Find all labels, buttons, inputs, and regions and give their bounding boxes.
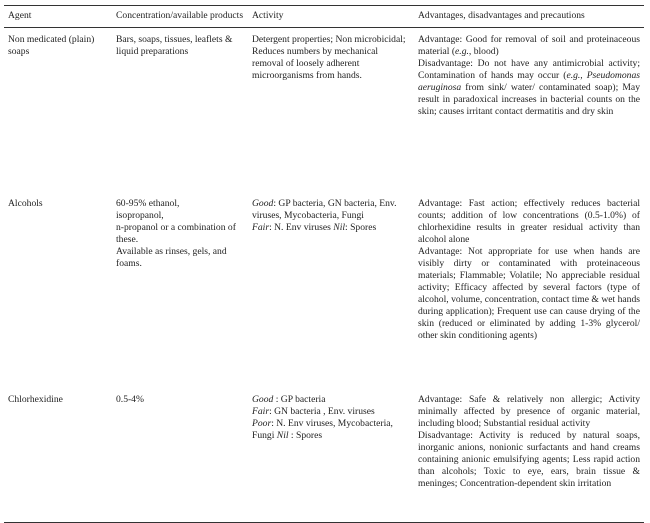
activity-text: : N. Env viruses xyxy=(269,222,334,233)
concentration-cell xyxy=(112,28,248,193)
disadvantage-tail: from sink/ water/ contaminated soap); May result in paradoxical increases in bacterial counts on the skin; causes irritant contact dermatitis and dry skin xyxy=(418,82,640,117)
advantage-line xyxy=(418,198,640,246)
advantages-cell xyxy=(414,192,644,388)
disadvantage-line xyxy=(418,430,640,490)
activity-emphasis: Fair xyxy=(252,406,270,417)
activity-line xyxy=(252,406,410,418)
activity-line xyxy=(252,418,410,442)
advantage-line xyxy=(418,34,640,58)
disadvantage-text: Disadvantage: Activity is reduced by natural soaps, inorganic anions, nonionic surfactants and hand creams containing anionic emulsifying agents; Less rapid action than alcohols; Toxic to eye, ears, brain tissue & meninges; Concentration-dependent skin irritation xyxy=(418,430,640,489)
table-header-row xyxy=(4,6,644,28)
activity-text: : GN bacteria , Env. viruses xyxy=(269,406,375,417)
activity-text: : GP bacteria xyxy=(273,394,326,405)
activity-emphasis: Nil xyxy=(276,430,289,441)
activity-emphasis: Good xyxy=(252,198,274,209)
advantages-cell xyxy=(414,28,644,193)
activity-text: : Spores xyxy=(345,222,377,233)
activity-text: : N. Env viruses, Mycobacteria, Fungi xyxy=(252,418,393,441)
concentration-cell xyxy=(112,388,248,523)
activity-line xyxy=(252,222,410,234)
advantage-text: Advantage: Fast action; effectively reduces bacterial counts; addition of low concentrations (0.5-1.0%) of chlorhexidine results in greater residual activity than alcohol alone xyxy=(418,198,640,245)
concentration-line: liquid preparations xyxy=(116,46,189,57)
header-concentration: Concentration/available products xyxy=(112,6,248,28)
table-row xyxy=(4,192,644,388)
activity-cell xyxy=(248,28,414,193)
disadvantage-text: Advantage: Not appropriate for use when hands are visibly dirty or contaminated with proteinaceous materials; Flammable; Volatile; No appreciable residual activity; Efficacy affected by several factors (type of alcohol, volume, concentration, contact time & wet hands during application); Frequent use can cause drying of the skin (reduced or eliminated by adding 1-3% glycerol/ other skin conditioning agents) xyxy=(418,246,640,341)
activity-text: Detergent properties; Non microbicidal; Reduces numbers by mechanical removal of loosely adherent microorganisms from hands. xyxy=(252,34,406,81)
header-agent: Agent xyxy=(4,6,112,28)
disadvantage-line xyxy=(418,58,640,118)
table-row xyxy=(4,388,644,523)
concentration-line: 60-95% ethanol, xyxy=(116,198,180,209)
concentration-line: isopropanol, xyxy=(116,210,164,221)
advantage-emphasis: e.g. xyxy=(455,46,469,57)
activity-cell xyxy=(248,192,414,388)
activity-text: : Spores xyxy=(288,430,323,441)
activity-emphasis: Good xyxy=(252,394,274,405)
activity-emphasis: Nil xyxy=(333,222,346,233)
activity-line xyxy=(252,198,410,222)
activity-text: : GP bacteria, GN bacteria, Env. viruses, Mycobacteria, Fungi xyxy=(252,198,397,221)
advantage-tail: , blood) xyxy=(468,46,499,57)
activity-cell xyxy=(248,388,414,523)
activity-emphasis: Poor xyxy=(252,418,272,429)
advantage-text: Advantage: Safe & relatively non allergic; Activity minimally affected by presence of organic material, including blood; Substantial residual activity xyxy=(418,394,640,429)
hand-hygiene-agents-table xyxy=(4,5,644,523)
activity-emphasis: Fair xyxy=(252,222,270,233)
concentration-line: 0.5-4% xyxy=(116,394,144,405)
advantages-cell xyxy=(414,388,644,523)
concentration-line: Available as rinses, gels, and foams. xyxy=(116,246,227,269)
disadvantage-text: Disadvantage: Do not have any antimicrobial activity; Contamination of hands may occur ( xyxy=(418,58,640,81)
activity-line xyxy=(252,34,410,82)
concentration-line: n-propanol or a combination of these. xyxy=(116,222,236,245)
concentration-cell xyxy=(112,192,248,388)
disadvantage-line xyxy=(418,246,640,342)
activity-line xyxy=(252,394,410,406)
advantage-text: Advantage: Good for removal of soil and proteinaceous material ( xyxy=(418,34,640,57)
advantage-line xyxy=(418,394,640,430)
agent-cell: Non medicated (plain) soaps xyxy=(8,34,95,57)
header-advantages: Advantages, disadvantages and precautions xyxy=(414,6,644,28)
disadvantage-emphasis: e.g., Pseudomonas aeruginosa xyxy=(418,70,640,93)
concentration-line: Bars, soaps, tissues, leaflets & xyxy=(116,34,233,45)
agent-cell: Alcohols xyxy=(8,198,43,209)
table-row xyxy=(4,28,644,193)
agent-cell: Chlorhexidine xyxy=(4,388,112,523)
header-activity: Activity xyxy=(248,6,414,28)
